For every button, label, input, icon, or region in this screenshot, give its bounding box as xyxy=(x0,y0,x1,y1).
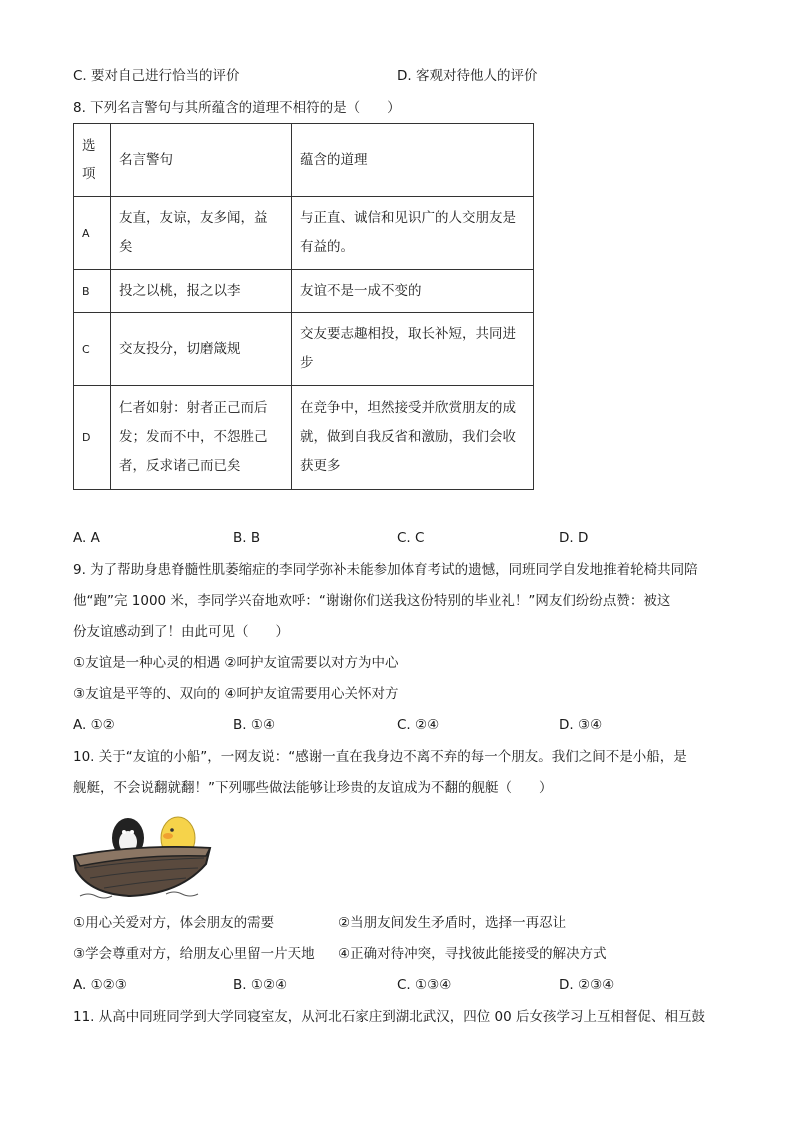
option-d-text: D. 客观对待他人的评价 xyxy=(397,68,538,84)
table-header-row xyxy=(74,124,534,197)
question-10-statement-2: ②当朋友间发生矛盾时，选择一再忍让 xyxy=(338,915,567,931)
choice-d: D. D xyxy=(559,530,589,546)
question-9-line-1: 9. 为了帮助身患脊髓性肌萎缩症的李同学弥补未能参加体育考试的遗憾，同班同学自发地推着轮椅共同陪 xyxy=(73,562,698,578)
header-option: 选 项 xyxy=(74,124,111,197)
choice-b: B. B xyxy=(233,530,261,546)
row-option: C xyxy=(74,313,111,386)
choice-b: B. ①④ xyxy=(233,717,276,733)
header-quote: 名言警句 xyxy=(111,124,292,197)
option-c-text: C. 要对自己进行恰当的评价 xyxy=(73,68,240,84)
table-row xyxy=(74,313,534,386)
question-10-line-2: 舰艇，不会说翻就翻！”下列哪些做法能够让珍贵的友谊成为不翻的舰艇（ ） xyxy=(73,780,553,796)
choice-c: C. C xyxy=(397,530,425,546)
question-9-line-2: 他“跑”完 1000 米，李同学兴奋地欢呼：“谢谢你们送我这份特别的毕业礼！”网友们纷纷点赞：被这 xyxy=(73,593,671,609)
row-option: B xyxy=(74,270,111,313)
row-quote: 友直，友谅，友多闻，益 矣 xyxy=(111,197,292,270)
choice-a: A. A xyxy=(73,530,100,546)
table-row xyxy=(74,197,534,270)
question-10-statement-1: ①用心关爱对方，体会朋友的需要 xyxy=(73,915,275,931)
row-quote: 交友投分，切磨箴规 xyxy=(111,313,292,386)
question-10-line-1: 10. 关于“友谊的小船”，一网友说：“感谢一直在我身边不离不弃的每一个朋友。我们之间不是小船，是 xyxy=(73,749,687,765)
choice-a: A. ①② xyxy=(73,717,115,733)
question-10-statement-4: ④正确对待冲突，寻找彼此能接受的解决方式 xyxy=(338,946,607,962)
boat-illustration xyxy=(70,808,212,902)
question-9-line-3: 份友谊感动到了！由此可见（ ） xyxy=(73,624,289,640)
row-meaning: 在竞争中，坦然接受并欣赏朋友的成 就，做到自我反省和激励，我们会收 获更多 xyxy=(292,386,534,490)
row-quote: 仁者如射：射者正己而后 发；发而不中，不怨胜己 者，反求诸己而已矣 xyxy=(111,386,292,490)
choice-a: A. ①②③ xyxy=(73,977,127,993)
choice-d: D. ③④ xyxy=(559,717,603,733)
row-option: D xyxy=(74,386,111,490)
question-11-line-1: 11. 从高中同班同学到大学同寝室友，从河北石家庄到湖北武汉，四位 00 后女孩学习上互相督促、相互鼓 xyxy=(73,1009,706,1025)
row-meaning: 与正直、诚信和见识广的人交朋友是 有益的。 xyxy=(292,197,534,270)
choice-c: C. ②④ xyxy=(397,717,440,733)
row-meaning: 友谊不是一成不变的 xyxy=(292,270,534,313)
question-8-table xyxy=(73,123,534,490)
question-10-statement-3: ③学会尊重对方，给朋友心里留一片天地 xyxy=(73,946,315,962)
table-row xyxy=(74,386,534,490)
header-meaning: 蕴含的道理 xyxy=(292,124,534,197)
table-row xyxy=(74,270,534,313)
choice-c: C. ①③④ xyxy=(397,977,452,993)
row-quote: 投之以桃，报之以李 xyxy=(111,270,292,313)
question-9-statements-1: ①友谊是一种心灵的相遇 ②呵护友谊需要以对方为中心 xyxy=(73,655,399,671)
row-option: A xyxy=(74,197,111,270)
boat-hull xyxy=(74,847,210,896)
question-9-statements-2: ③友谊是平等的、双向的 ④呵护友谊需要用心关怀对方 xyxy=(73,686,399,702)
choice-d: D. ②③④ xyxy=(559,977,615,993)
question-8-stem: 8. 下列名言警句与其所蕴含的道理不相符的是（ ） xyxy=(73,100,401,116)
row-meaning: 交友要志趣相投，取长补短，共同进 步 xyxy=(292,313,534,386)
choice-b: B. ①②④ xyxy=(233,977,288,993)
